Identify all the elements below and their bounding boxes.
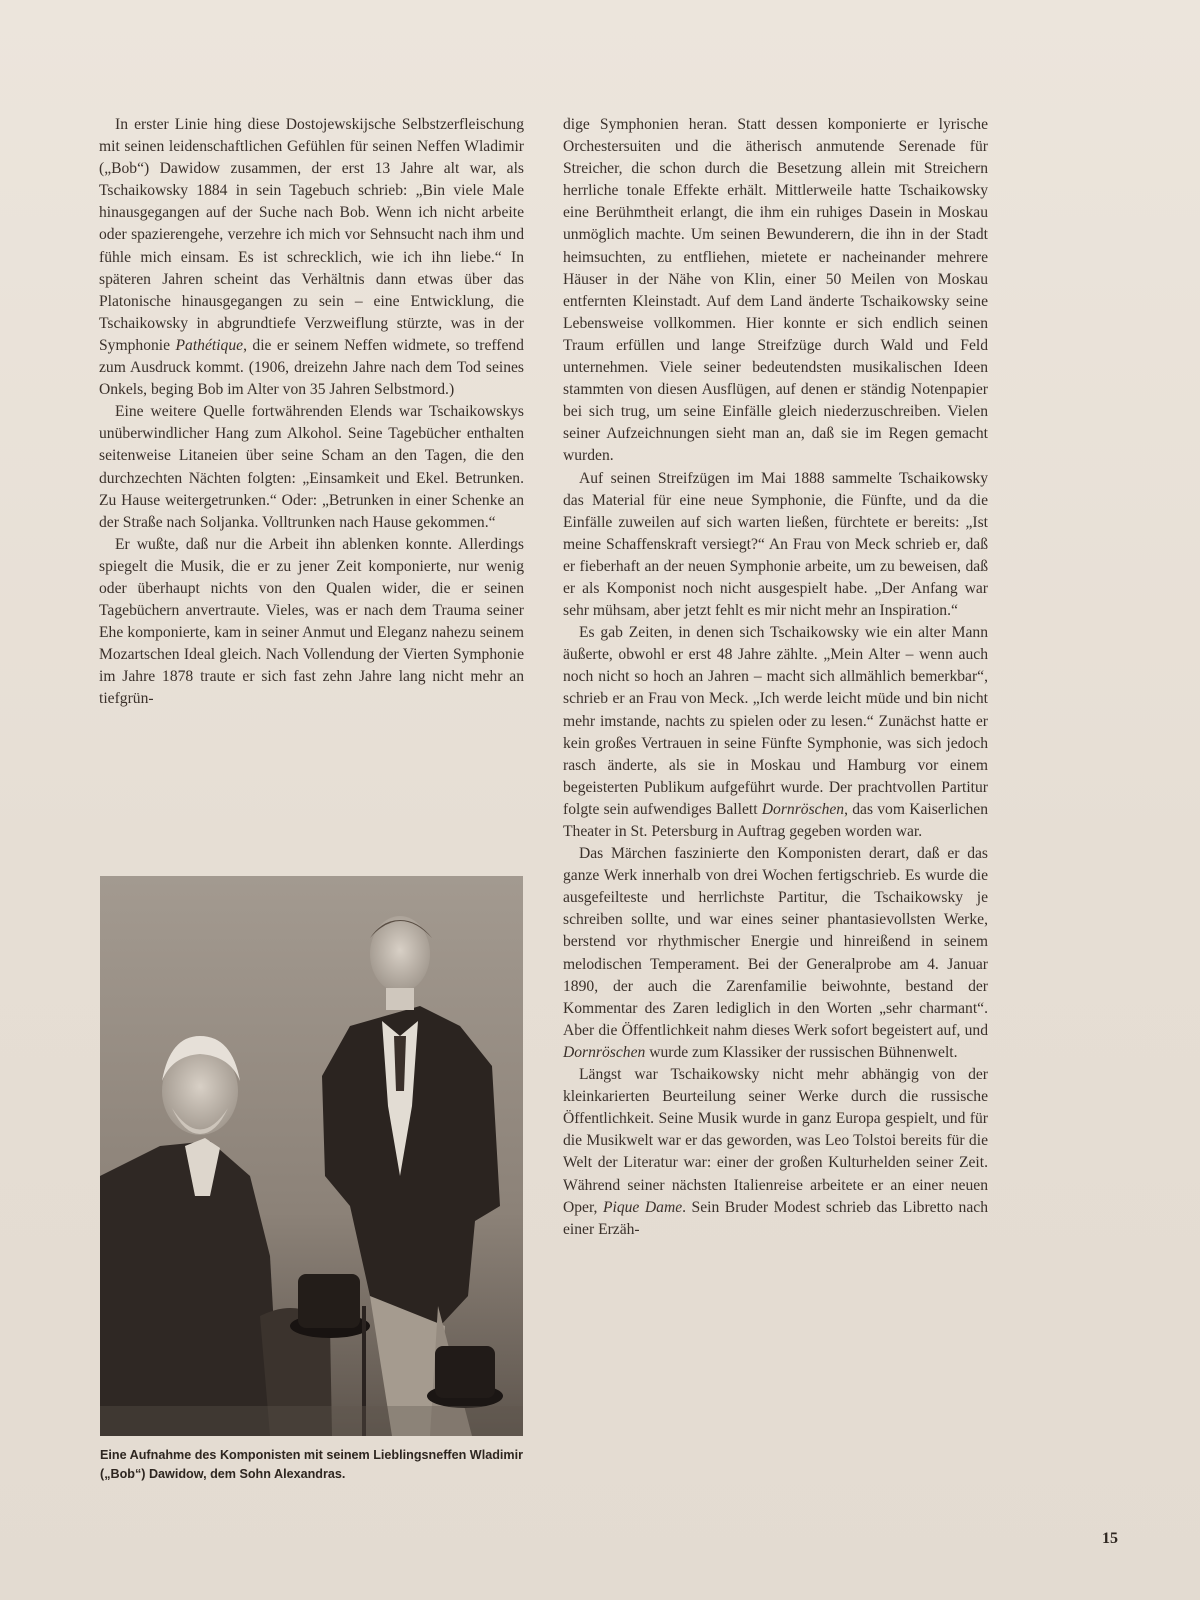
paragraph: Eine weitere Quelle fortwährenden Elends war Tschaikowskys unüberwindlicher Hang zum Alkohol. Seine Tagebücher enthalten seitenweise Litaneien über seine Scham an den Tagen, die den durchzechten Nächten folgten: „Einsamkeit und Ekel. Betrunken. Zu Hause weitergetrunken.“ Oder: „Betrunken in einer Schenke an der Straße nach Soljanka. Volltrunken nach Hause gekommen.“ <box>99 403 524 531</box>
italic-title: Pique Dame <box>602 1198 683 1216</box>
paragraph: Es gab Zeiten, in denen sich Tschaikowsky wie ein alter Mann äußerte, obwohl er erst 48 Jahre zählte. „Mein Alter – wenn auch noch nicht so hoch an Jahren – macht sich allmählich bemerkbar“, schrieb er an Frau von Meck. „Ich werde leicht müde und bin nicht mehr imstande, nachts zu spielen oder zu lesen.“ Zunächst hatte er kein großes Vertrauen in seine Fünfte Symphonie, was sich jedoch rasch änderte, als sie in Moskau und Hamburg vor einem begeisterten Publikum aufgeführt wurde. Der prachtvollen Partitur folgte sein aufwendiges Ballett Dornröschen, das vom Kaiserlichen Theater in St. Petersburg in Auftrag gegeben worden war. <box>563 624 988 840</box>
italic-title: Pathétique <box>175 336 244 354</box>
paragraph: dige Symphonien heran. Statt dessen komponierte er lyrische Orchestersuiten und die ätherisch anmutende Serenade für Streicher, die schon durch die Besetzung allein mit Streichern herrliche tonale Effekte erhält. Mittlerweile hatte Tschaikowsky eine Berühmtheit erlangt, die ihm ein ruhiges Dasein in Moskau unmöglich machte. Um seinen Bewunderern, die ihn in der Stadt heimsuchten, zu entfliehen, mietete er nacheinander mehrere Häuser in der Nähe von Klin, einer 50 Meilen von Moskau entfernten Kleinstadt. Auf dem Land änderte Tschaikowsky seine Lebensweise vollkommen. Hier konnte er sich endlich seinen Traum erfüllen und lange Streifzüge durch Wald und Feld unternehmen. Viele seiner bedeutendsten musikalischen Ideen stammten von diesen Ausflügen, auf denen er ständig Notenpapier bei sich trug, um seine Einfälle gleich niederzuschreiben. Vielen seiner Aufzeichnungen sieht man an, daß sie im Regen gemacht wurden. <box>563 116 988 465</box>
photo-illustration <box>100 876 523 1436</box>
page-number: 15 <box>1102 1530 1118 1547</box>
paragraph: Er wußte, daß nur die Arbeit ihn ablenken konnte. Allerdings spiegelt die Musik, die er zu jener Zeit komponierte, nur wenig oder überhaupt nichts von den Qualen wider, die er seinen Tagebüchern anvertraute. Vieles, was er nach dem Trauma seiner Ehe komponierte, kam in seiner Anmut und Eleganz nahezu seinem Mozartschen Ideal gleich. Nach Vollendung der Vierten Symphonie im Jahre 1878 traute er sich fast zehn Jahre lang nicht mehr an tiefgrün- <box>99 535 524 708</box>
paragraph: Das Märchen faszinierte den Komponisten derart, daß er das ganze Werk innerhalb von drei Wochen fertigschrieb. Es wurde die ausgefeilteste und herrlichste Partitur, die Tschaikowsky je schreiben sollte, und war eines seiner phantasievollsten Werke, berstend vor rhythmischer Energie und hinreißend in seinem melodischen Temperament. Bei der Generalprobe am 4. Januar 1890, der auch die Zarenfamilie beiwohnte, bestand der Kommentar des Zaren lediglich in den Worten „sehr charmant“. Aber die Öffentlichkeit nahm dieses Werk sofort begeistert auf, und Dornröschen wurde zum Klassiker der russischen Bühnenwelt. <box>563 845 988 1061</box>
italic-title: Dornröschen <box>761 800 845 818</box>
paragraph: Auf seinen Streifzügen im Mai 1888 sammelte Tschaikowsky das Material für eine neue Symphonie, die Fünfte, und da die Einfälle zuweilen auf sich warten ließen, fürchtete er bereits: „Ist meine Schaffenskraft versiegt?“ An Frau von Meck schrieb er, daß er fieberhaft an der neuen Symphonie arbeite, um zu beweisen, daß er als Komponist noch nicht ausgespielt habe. „Der Anfang war sehr mühsam, aber jetzt fehlt es mir nicht mehr an Inspiration.“ <box>563 469 988 620</box>
text-column-left <box>99 114 524 711</box>
portrait-photo <box>100 876 523 1436</box>
photo-caption: Eine Aufnahme des Komponisten mit seinem Lieblingsneffen Wladimir („Bob“) Dawidow, dem Sohn Alexandras. <box>100 1448 523 1481</box>
paragraph: In erster Linie hing diese Dostojewskijsche Selbstzerfleischung mit seinen leidenschaftlichen Gefühlen für seinen Neffen Wladimir („Bob“) Dawidow zusammen, der erst 13 Jahre alt war, als Tschaikowsky 1884 in sein Tagebuch schrieb: „Bin viele Male hinausgegangen auf der Suche nach Bob. Wenn ich nicht arbeite oder spazierengehe, verzehre ich mich vor Sehnsucht nach ihm und fühle mich einsam. Es ist schrecklich, wie ich ihn liebe.“ In späteren Jahren scheint das Verhältnis dann etwas über das Platonische hinausgegangen zu sein – eine Entwicklung, die Tschaikowsky in abgrundtiefe Verzweiflung stürzte, was in der Symphonie Pathétique, die er seinem Neffen widmete, so treffend zum Ausdruck kommt. (1906, dreizehn Jahre nach dem Tod seines Onkels, beging Bob im Alter von 35 Jahren Selbstmord.) <box>99 116 524 399</box>
text-column-right <box>563 114 988 1241</box>
italic-title: Dornröschen <box>563 1043 646 1061</box>
paragraph: Längst war Tschaikowsky nicht mehr abhängig von der kleinkarierten Beurteilung seiner Werke durch die russische Öffentlichkeit. Seine Musik wurde in ganz Europa gespielt, und für die Musikwelt war er das geworden, was Leo Tolstoi bereits für die Welt der Literatur war: einer der großen Kulturhelden seiner Zeit. Während seiner nächsten Italienreise arbeitete er an einer neuen Oper, Pique Dame. Sein Bruder Modest schrieb das Libretto nach einer Erzäh- <box>563 1066 988 1238</box>
